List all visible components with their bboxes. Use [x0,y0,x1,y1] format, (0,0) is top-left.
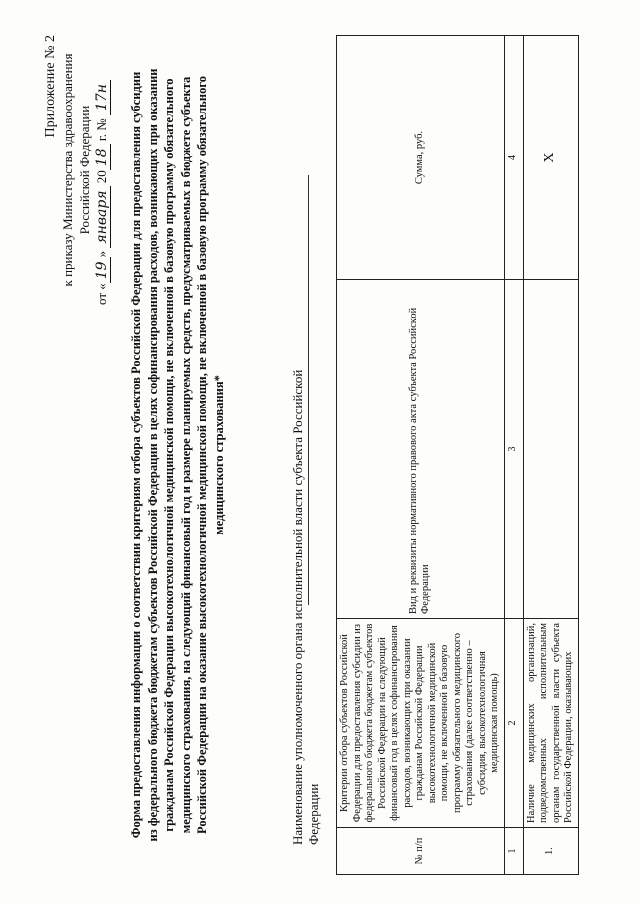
row-sum: Х [523,36,578,280]
header-legal-act: Вид и реквизиты нормативного правового акта субъекта Российской Федерации [337,280,505,619]
table-header-row [337,36,505,875]
date-month: января [94,186,111,247]
date-prefix: от « [94,283,109,305]
appendix-date-line [93,15,111,325]
header-criteria: Критерии отбора субъектов Российской Федерации для предоставления субсидии из федерального бюджета бюджетам субъектов Российской Федерации на следующий финансовый год в целях софинансирования расходов, возникающих при оказании гражданам Российской Федерации высокотехнологичной медицинской помощи, не включенной в базовую программу обязательного медицинского страхования (далее соответственно – субсидия, высокотехнологичная медицинская помощь) [337,619,505,828]
row-number: 1. [523,828,578,875]
col-num-3: 3 [504,280,523,619]
date-year-prefix: 20 [94,170,109,184]
org-name-line [308,175,309,605]
org-name-label: Наименование уполномоченного органа исполнительной власти субъекта Российской Федерации [290,369,321,845]
appendix-ministry-line: Российской Федерации [77,105,92,235]
appendix-order-line: к приказу Министерства здравоохранения [60,53,75,287]
form-title: Форма предоставления информации о соответствии критериям отбора субъектов Российской Федерации для предоставления субсидии из федерального бюджета бюджетам субъектов Российской Федерации в целях софинансирования расходов, возникающих при оказании гражданам Российской Федерации высокотехнологичной медицинской помощи, не включенной в базовую программу обязательного медицинского страхования, на следующий финансовый год и размере планируемых средств, предусматриваемых в бюджете субъекта Российской Федерации на оказание высокотехнологичной медицинской помощи, не включенной в базовую программу обязательного медицинского страхования* [129,68,226,842]
appendix-title: Приложение № 2 [43,35,58,138]
col-num-2: 2 [504,619,523,828]
date-year-suffix: 18 [94,144,111,170]
date-day: 19 [94,257,111,283]
col-num-1: 1 [504,828,523,875]
header-number: № п/п [337,828,505,875]
order-number-label: г. № [94,118,109,142]
header-sum: Сумма, руб. [337,36,505,280]
criteria-table [336,35,579,875]
date-mid: » [94,250,109,258]
column-number-row [504,36,523,875]
table-row [523,36,578,875]
row-criterion: Наличие медицинских организаций, подведомственных исполнительным органам государственной власти субъекта Российской Федерации, оказывающих [523,619,578,828]
col-num-4: 4 [504,36,523,280]
row-legal-act [523,280,578,619]
appendix-block [42,15,111,325]
order-number: 17н [94,80,111,115]
